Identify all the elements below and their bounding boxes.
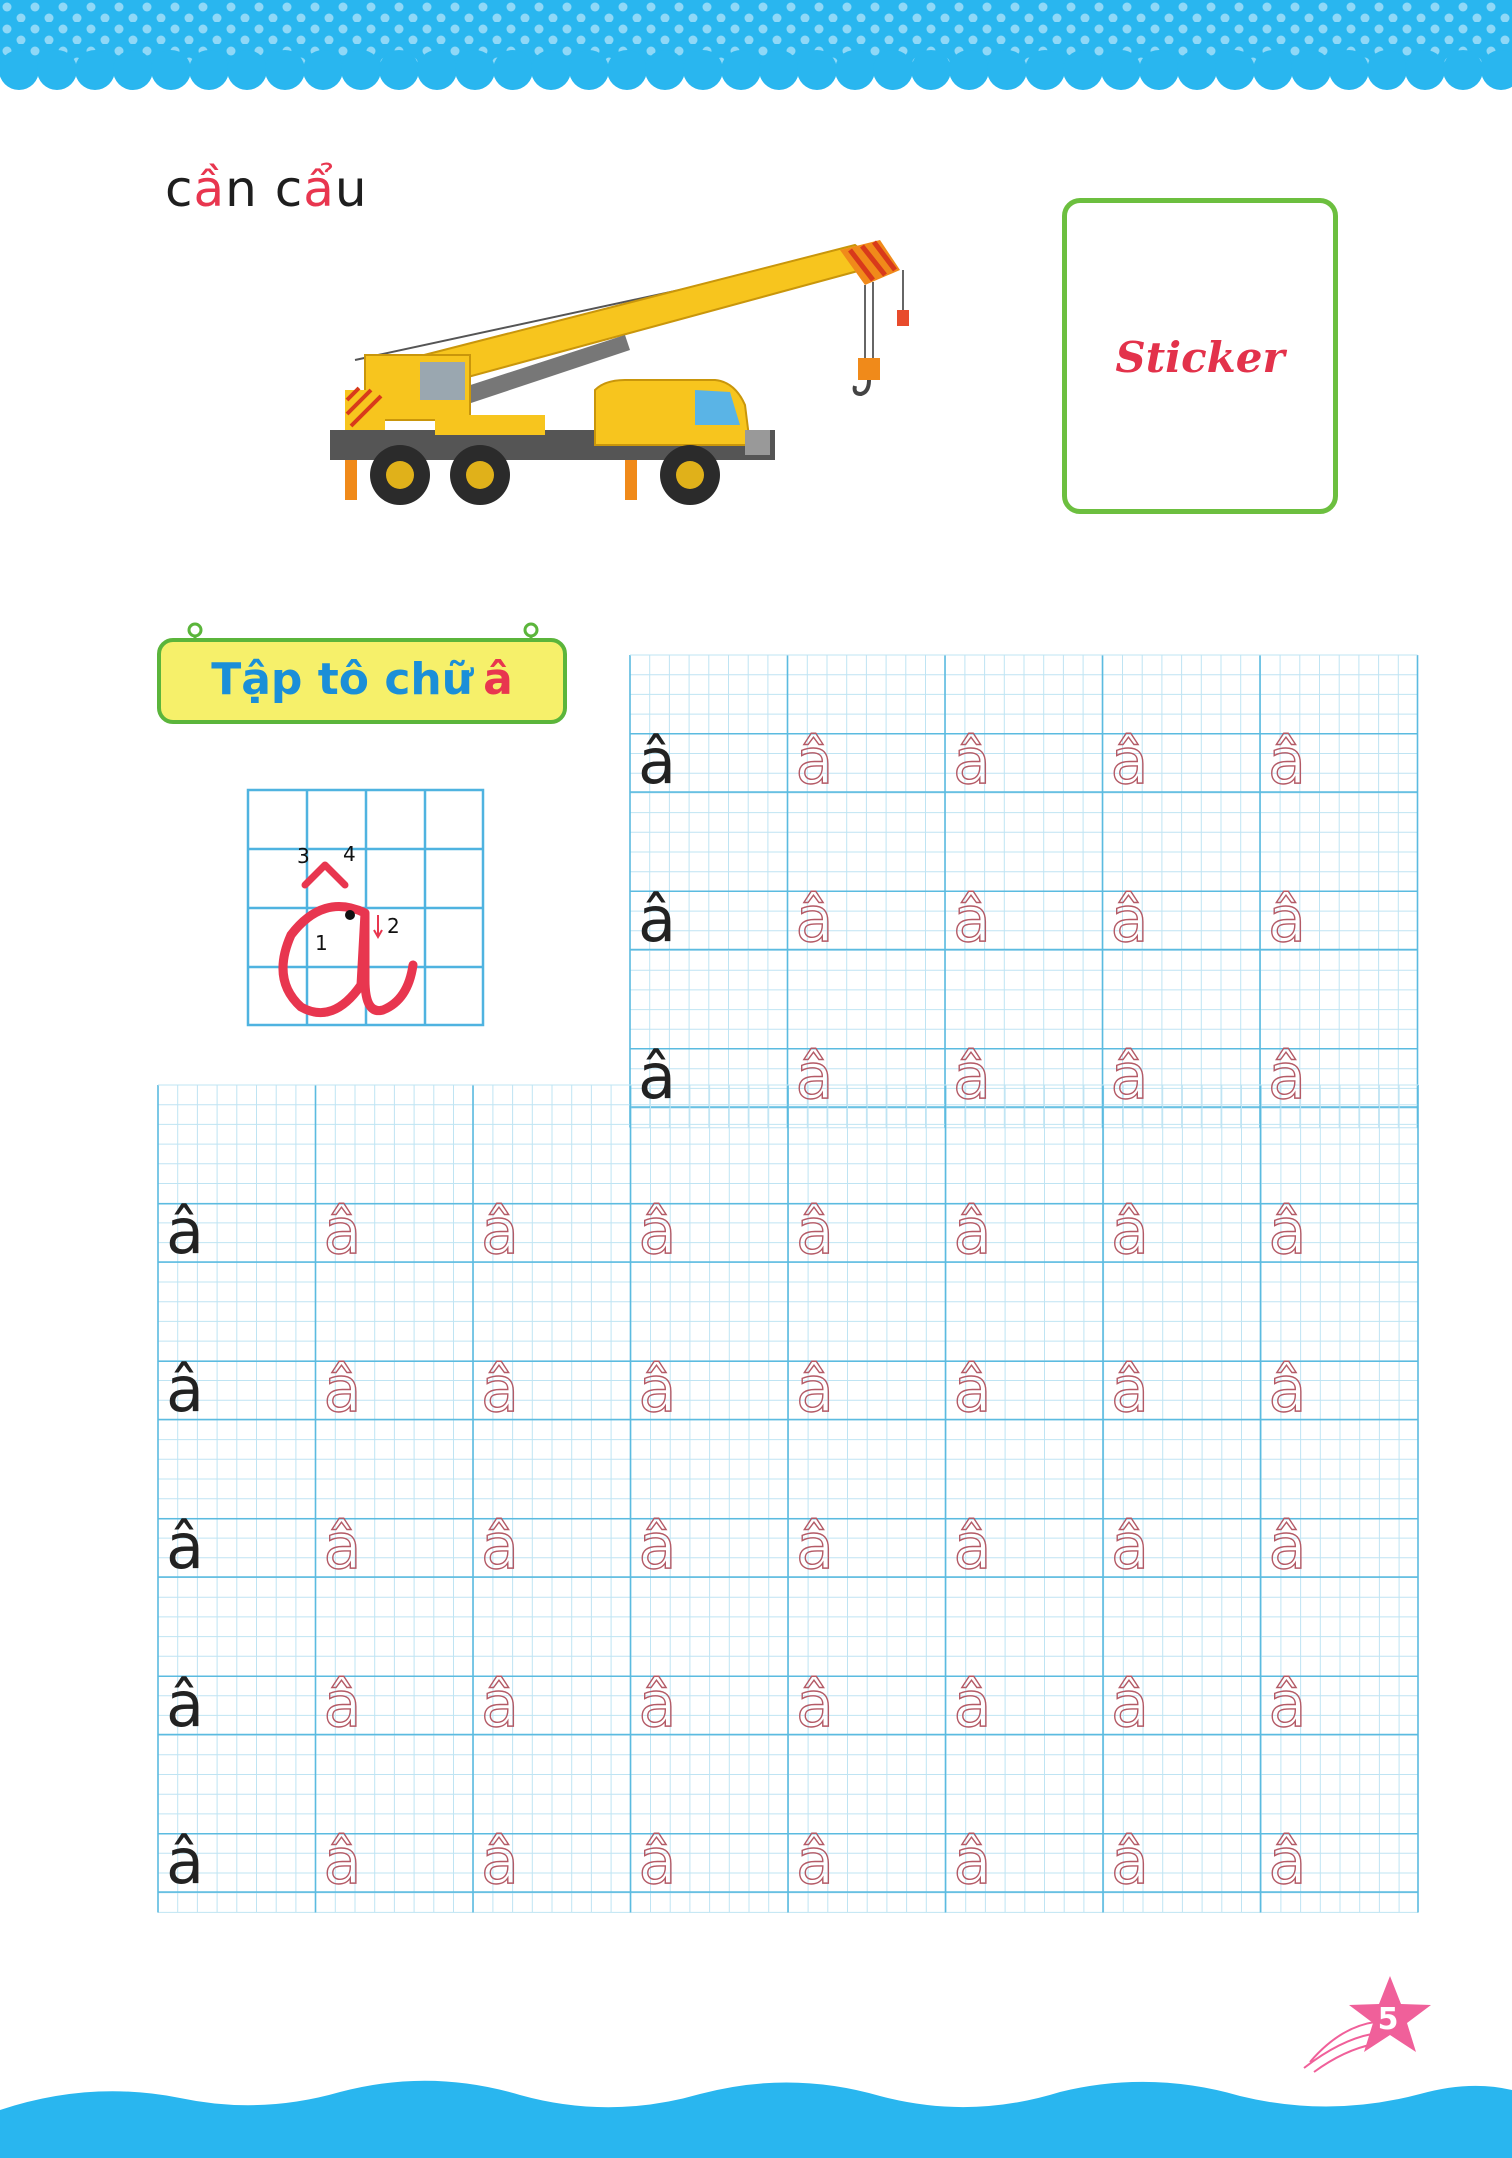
word-part-4: u [334, 160, 368, 218]
model-letter [166, 1183, 321, 1268]
trace-letter[interactable] [796, 1341, 951, 1426]
trace-letter[interactable] [638, 1498, 794, 1583]
trace-letter[interactable] [1110, 1028, 1266, 1113]
trace-letter-glyph-lower-0-5: â [953, 1195, 992, 1268]
trace-letter[interactable] [796, 1813, 951, 1898]
trace-letter[interactable] [1111, 1498, 1266, 1583]
trace-letter-glyph-lower-2-7: â [1268, 1510, 1307, 1583]
trace-letter[interactable] [953, 1183, 1109, 1268]
trace-letter-glyph-upper-0-3: â [1110, 725, 1149, 798]
trace-letter-glyph-lower-3-3: â [638, 1667, 677, 1741]
trace-letter-glyph-lower-2-2: â [481, 1510, 519, 1583]
trace-letter-glyph-lower-4-3: â [638, 1825, 677, 1898]
trace-letter[interactable] [323, 1813, 479, 1898]
trace-letter[interactable] [638, 1183, 794, 1268]
model-letter-glyph-upper-0-0: â [638, 725, 676, 798]
trace-letter[interactable] [1268, 1813, 1424, 1898]
exercise-title-letter: â [483, 653, 513, 705]
trace-letter-glyph-lower-1-4: â [796, 1352, 834, 1426]
trace-letter[interactable] [1268, 1183, 1424, 1268]
trace-letter-glyph-upper-2-3: â [1110, 1040, 1149, 1113]
trace-letter[interactable] [1111, 1341, 1266, 1426]
bottom-decorative-band [0, 2070, 1512, 2158]
trace-letter[interactable] [953, 1813, 1109, 1898]
trace-letter-glyph-lower-1-6: â [1111, 1352, 1149, 1426]
trace-letter-glyph-lower-3-4: â [796, 1667, 834, 1741]
exercise-title-prefix: Tập tô chữ [211, 653, 474, 705]
trace-letter-glyph-upper-2-1: â [795, 1040, 834, 1113]
trace-letter[interactable] [638, 1656, 794, 1741]
trace-letter[interactable] [1110, 871, 1266, 956]
trace-letter-glyph-upper-1-3: â [1110, 882, 1149, 956]
trace-letter[interactable] [481, 1498, 636, 1583]
model-letter-glyph-upper-1-0: â [638, 882, 676, 956]
trace-letter-glyph-lower-2-3: â [638, 1510, 677, 1583]
trace-letter-glyph-lower-4-2: â [481, 1825, 519, 1898]
trace-letter-glyph-lower-0-1: â [323, 1195, 362, 1268]
trace-letter-glyph-lower-3-2: â [481, 1667, 519, 1741]
model-letter-glyph-lower-1-0: â [166, 1352, 204, 1426]
trace-letter-glyph-lower-3-6: â [1111, 1667, 1149, 1741]
trace-letter-glyph-lower-3-1: â [323, 1667, 362, 1741]
trace-letter[interactable] [795, 713, 951, 798]
trace-letter[interactable] [1111, 1813, 1266, 1898]
trace-letter[interactable] [953, 1498, 1109, 1583]
trace-letter[interactable] [796, 1498, 951, 1583]
trace-letter-glyph-lower-1-5: â [953, 1352, 992, 1426]
trace-letter-glyph-lower-4-4: â [796, 1825, 834, 1898]
model-letter [166, 1656, 321, 1741]
trace-letter[interactable] [953, 713, 1108, 798]
trace-letter-glyph-lower-1-1: â [323, 1352, 362, 1426]
trace-letter-glyph-lower-0-6: â [1111, 1195, 1149, 1268]
trace-letter-glyph-lower-3-7: â [1268, 1667, 1307, 1741]
trace-letter[interactable] [481, 1183, 636, 1268]
trace-letter[interactable] [953, 1341, 1109, 1426]
trace-letter-glyph-lower-4-1: â [323, 1825, 362, 1898]
trace-letter-glyph-lower-1-3: â [638, 1352, 677, 1426]
trace-letter-glyph-lower-4-6: â [1111, 1825, 1149, 1898]
trace-letter-glyph-upper-0-1: â [795, 725, 834, 798]
trace-letter[interactable] [953, 1656, 1109, 1741]
trace-letter[interactable] [481, 1813, 636, 1898]
sticker-label: Sticker [1115, 333, 1285, 382]
model-letter-glyph-lower-2-0: â [166, 1510, 204, 1583]
trace-letter[interactable] [953, 871, 1108, 956]
trace-letter[interactable] [796, 1183, 951, 1268]
trace-letter[interactable] [481, 1341, 636, 1426]
stroke-number-2: 2 [387, 914, 400, 938]
trace-letter[interactable] [1111, 1183, 1266, 1268]
trace-letter-glyph-upper-1-2: â [953, 882, 991, 956]
trace-letter-glyph-lower-1-2: â [481, 1352, 519, 1426]
page-number: 5 [1377, 2002, 1399, 2037]
trace-letter-glyph-lower-2-4: â [796, 1510, 834, 1583]
trace-letter-glyph-lower-0-2: â [481, 1195, 519, 1268]
trace-letter[interactable] [323, 1341, 479, 1426]
trace-letter[interactable] [481, 1656, 636, 1741]
trace-letter-glyph-lower-4-5: â [953, 1825, 992, 1898]
trace-letter[interactable] [1268, 1656, 1424, 1741]
trace-letter[interactable] [1268, 1341, 1424, 1426]
trace-letter[interactable] [1111, 1656, 1266, 1741]
model-letter-glyph-lower-3-0: â [166, 1667, 204, 1741]
trace-letter[interactable] [1268, 713, 1423, 798]
trace-letter-glyph-lower-0-7: â [1268, 1195, 1307, 1268]
trace-letter[interactable] [638, 1341, 794, 1426]
model-letter-glyph-lower-0-0: â [166, 1195, 204, 1268]
model-letter [638, 713, 793, 798]
stroke-number-4: 4 [343, 842, 356, 866]
model-letter [166, 1498, 321, 1583]
trace-letter-glyph-lower-2-5: â [953, 1510, 992, 1583]
trace-letter-glyph-lower-0-4: â [796, 1195, 834, 1268]
trace-letter-glyph-upper-0-2: â [953, 725, 991, 798]
trace-letter[interactable] [1268, 871, 1423, 956]
trace-letter[interactable] [323, 1656, 479, 1741]
trace-letter[interactable] [638, 1813, 794, 1898]
trace-letter-glyph-lower-2-6: â [1111, 1510, 1149, 1583]
model-letter [638, 871, 793, 956]
trace-letter-glyph-lower-1-7: â [1268, 1352, 1307, 1426]
word-part-0: c [165, 160, 194, 218]
stroke-number-1: 1 [315, 931, 328, 955]
trace-letter-glyph-lower-2-1: â [323, 1510, 362, 1583]
trace-letter[interactable] [953, 1028, 1108, 1113]
trace-letter[interactable] [1268, 1498, 1424, 1583]
model-letter-glyph-lower-4-0: â [166, 1825, 204, 1898]
trace-letter-glyph-upper-1-1: â [795, 882, 834, 956]
trace-letter-glyph-lower-4-7: â [1268, 1825, 1307, 1898]
trace-letter-glyph-lower-3-5: â [953, 1667, 992, 1741]
trace-letter[interactable] [1268, 1028, 1423, 1113]
trace-letter[interactable] [323, 1498, 479, 1583]
trace-letter[interactable] [796, 1656, 951, 1741]
trace-letter-glyph-upper-1-4: â [1268, 882, 1306, 956]
word-part-2: n c [225, 160, 304, 218]
trace-letter-glyph-upper-2-2: â [953, 1040, 991, 1113]
stroke-number-3: 3 [297, 844, 310, 868]
trace-letter[interactable] [795, 871, 951, 956]
trace-letter[interactable] [795, 1028, 951, 1113]
word-part-3: ẩ [303, 160, 335, 218]
model-letter [638, 1028, 793, 1113]
model-letter [166, 1813, 321, 1898]
trace-letter[interactable] [1110, 713, 1266, 798]
model-letter [166, 1341, 321, 1426]
trace-letter-glyph-lower-0-3: â [638, 1195, 677, 1268]
trace-letter-glyph-upper-2-4: â [1268, 1040, 1306, 1113]
word-part-1: ầ [193, 160, 226, 218]
model-letter-glyph-upper-2-0: â [638, 1040, 676, 1113]
trace-letter-glyph-upper-0-4: â [1268, 725, 1306, 798]
trace-letter[interactable] [323, 1183, 479, 1268]
